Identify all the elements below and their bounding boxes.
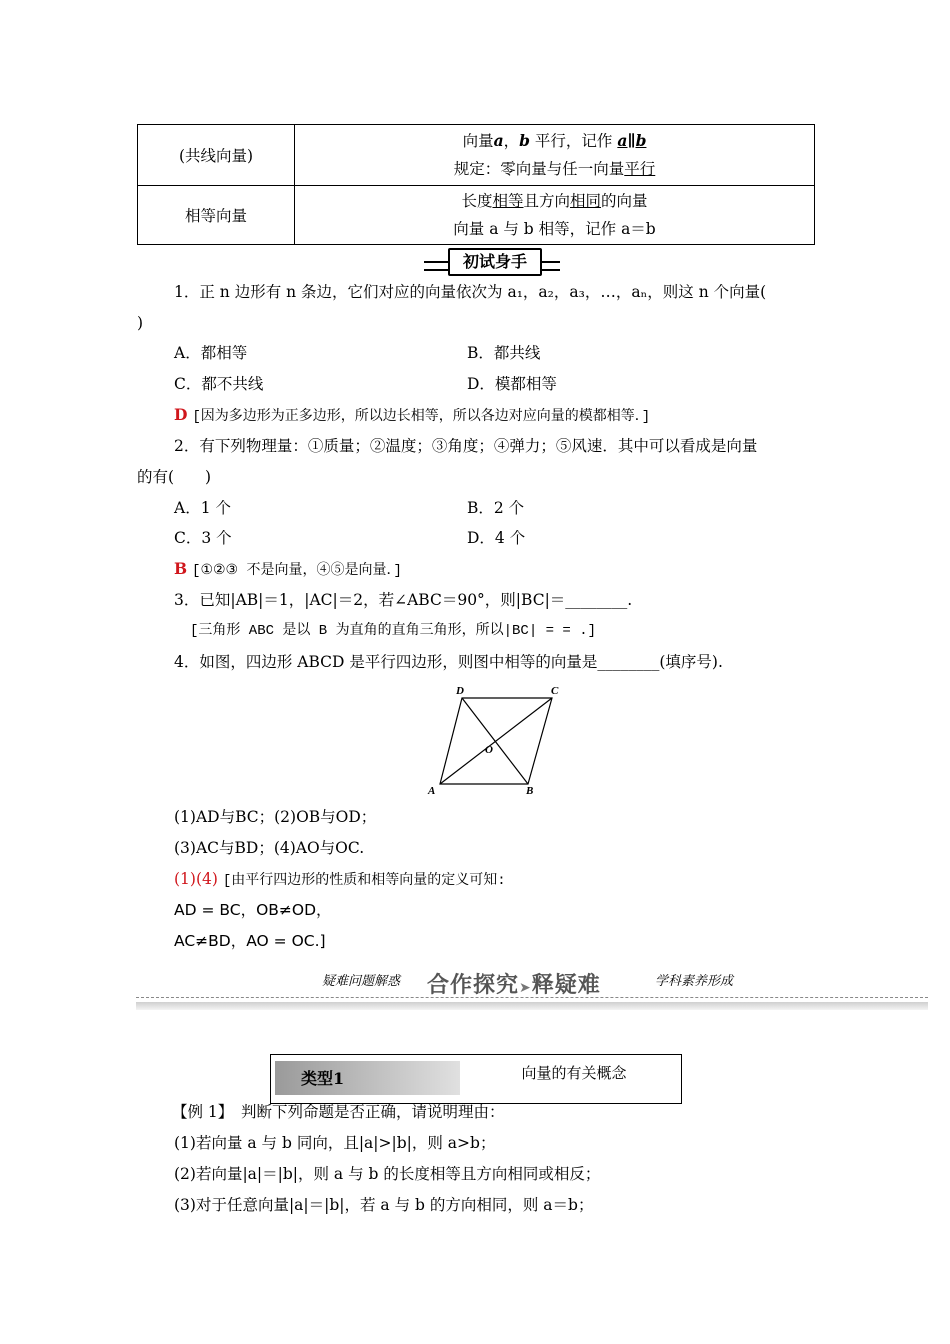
row-equal-content <box>295 186 815 245</box>
q4-options-line2: (3)AC与BD；(4)AO与OC. <box>174 839 365 857</box>
diagonal-ac <box>440 698 552 784</box>
type-title: 向量的有关概念 <box>521 1064 627 1082</box>
q2-stem: 2．有下列物理量：①质量；②温度；③角度；④弹力；⑤风速．其中可以看成是向量 <box>174 437 758 455</box>
q2-option-c: C．3 个 <box>174 529 232 547</box>
example-p2: (2)若向量|a|＝|b|，则 a 与 b 的长度相等且方向相同或相反； <box>174 1165 601 1183</box>
q4-options-line1: (1)AD与BC；(2)OB与OD； <box>174 808 377 826</box>
q2-option-d: D．4 个 <box>467 529 526 547</box>
example-p1: (1)若向量 a 与 b 同向，且|a|>|b|，则 a>b； <box>174 1134 496 1152</box>
divider-band <box>136 1002 928 1010</box>
equal-line2: 向量 a 与 b 相等，记作 a＝b <box>453 220 656 238</box>
q1-solution <box>174 405 650 427</box>
divider-left-text: 疑难问题解惑 <box>322 974 401 989</box>
q1-option-a: A．都相等 <box>174 344 248 362</box>
divider-dash <box>136 997 928 998</box>
q4-answer: (1)(4) <box>174 870 218 888</box>
type-box <box>270 1054 682 1104</box>
q1-explain: [因为多边形为正多边形，所以边长相等，所以各边对应向量的模都相等．] <box>192 409 651 425</box>
example-head: 【例 1】 判断下列命题是否正确，请说明理由： <box>172 1103 505 1121</box>
section-banner: 初试身手 <box>448 248 542 276</box>
q2-option-b: B．2 个 <box>467 499 525 517</box>
q1-option-d: D．模都相等 <box>467 375 557 393</box>
q4-line1: AD = BC，OB≠OD， <box>174 901 332 919</box>
q1-option-b: B．都共线 <box>467 344 541 362</box>
divider-title: 合作探究➤释疑难 <box>427 973 601 998</box>
q1-stem-end: ) <box>137 314 144 332</box>
q1-answer: D <box>174 405 188 424</box>
q1-stem: 1．正 n 边形有 n 条边，它们对应的向量依次为 a₁，a₂，a₃，…，aₙ，则这 n 个向量( <box>174 283 767 301</box>
q2-solution <box>174 559 402 581</box>
q4-stem: 4．如图，四边形 ABCD 是平行四边形，则图中相等的向量是________(填序号). <box>174 653 723 671</box>
q2-explain: [①②③ 不是向量，④⑤是向量．] <box>192 563 402 579</box>
q2-stem-2: 的有( ) <box>137 468 212 486</box>
q4-line2: AC≠BD，AO = OC.] <box>174 932 326 950</box>
example-p3: (3)对于任意向量|a|＝|b|，若 a 与 b 的方向相同，则 a＝b； <box>174 1196 594 1214</box>
q3-explain: [三角形 ABC 是以 B 为直角的直角三角形，所以|BC| = = .] <box>190 623 597 639</box>
collinear-line2: 规定：零向量与任一向量平行 <box>453 160 656 178</box>
q3-stem: 3．已知|AB|＝1，|AC|＝2，若∠ABC＝90°，则|BC|＝________. <box>174 591 633 609</box>
row-equal-label: 相等向量 <box>138 186 295 245</box>
divider-right-text: 学科素养形成 <box>655 974 734 989</box>
label-b: B <box>526 785 534 797</box>
definition-table <box>137 124 815 245</box>
row-collinear-label: (共线向量) <box>138 125 295 186</box>
q2-answer: B <box>174 559 188 578</box>
collinear-line1: 向量a，b 平行，记作 a∥b <box>462 131 647 150</box>
row-collinear-content <box>295 125 815 186</box>
q2-option-a: A．1 个 <box>174 499 231 517</box>
label-o: O <box>485 744 493 756</box>
q4-explain: [由平行四边形的性质和相等向量的定义可知: <box>222 873 506 889</box>
parallelogram-figure <box>420 680 570 798</box>
q4-solution <box>174 869 506 891</box>
label-c: C <box>551 685 559 697</box>
label-a: A <box>428 785 436 797</box>
q1-option-c: C．都不共线 <box>174 375 264 393</box>
equal-line1: 长度相等且方向相同的向量 <box>461 192 648 210</box>
label-d: D <box>456 685 464 697</box>
type-tag: 类型1 <box>275 1061 460 1095</box>
diagonal-bd <box>462 698 528 784</box>
